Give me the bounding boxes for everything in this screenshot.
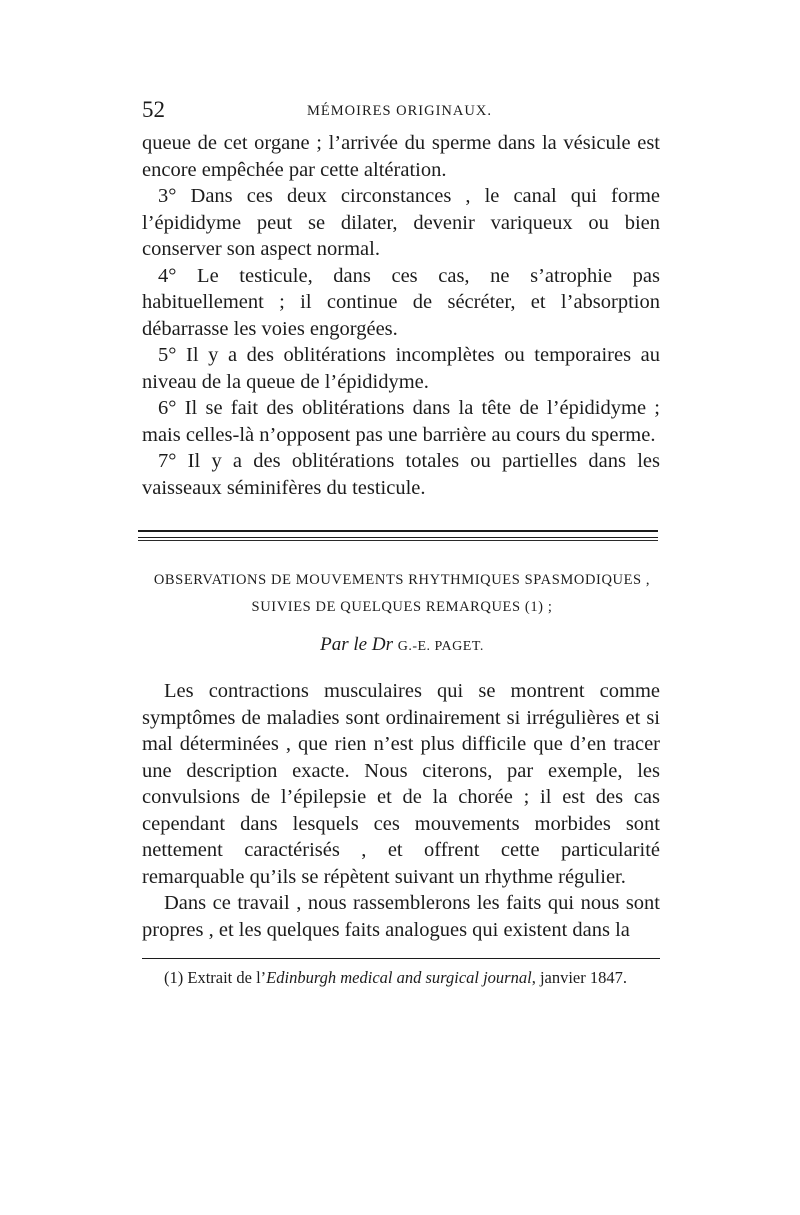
page-number: 52	[142, 97, 165, 122]
section-divider-single	[138, 540, 658, 541]
numbered-item-5: 5° Il y a des oblitérations incomplètes ou temporaires au niveau de la queue de l’épididyme.	[142, 344, 660, 393]
article-byline	[142, 632, 662, 660]
footnote-prefix: (1) Extrait de l’	[164, 968, 267, 987]
section-divider-double	[138, 530, 658, 538]
footnote-rule	[142, 958, 660, 959]
running-head	[142, 97, 658, 123]
continuation-paragraph: queue de cet organe ; l’arrivée du sperme dans la vésicule est encore empêchée par cette altération.	[142, 132, 660, 181]
article-title	[142, 567, 662, 621]
numbered-item-7: 7° Il y a des oblitérations totales ou partielles dans les vaisseaux séminifères du testicule.	[142, 450, 660, 499]
byline-prefix: Par le Dr	[320, 634, 393, 655]
article-title-line-1: OBSERVATIONS DE MOUVEMENTS RHYTHMIQUES SPASMODIQUES ,	[153, 572, 651, 588]
article-paragraph-1: Les contractions musculaires qui se montrent comme symptômes de maladies sont ordinairement si irrégulières et si mal déterminées , que rien n’est plus difficile que d’en tracer une description exacte. Nous citerons, par exemple, les convulsions de l’épilepsie et de la chorée ; il est des cas cependant dans lesquels ces mouvements morbides sont nettement caractérisés , et offrent cette particularité remarquable qu’ils se répètent suivant un rhythme régulier.	[142, 680, 660, 888]
article-paragraph-2: Dans ce travail , nous rassemblerons les faits qui nous sont propres , et les quelques faits analogues qui existent dans la	[142, 892, 660, 941]
numbered-item-3: 3° Dans ces deux circonstances , le canal qui forme l’épididyme peut se dilater, devenir variqueux ou bien conserver son aspect normal.	[142, 185, 660, 260]
footnote-text	[142, 966, 660, 989]
footnote	[142, 966, 660, 989]
footnote-source: Edinburgh medical and surgical journal	[266, 968, 532, 987]
article-title-line-2: SUIVIES DE QUELQUES REMARQUES (1) ;	[251, 599, 553, 615]
footnote-suffix: , janvier 1847.	[531, 968, 627, 987]
top-text-section	[142, 130, 660, 501]
article-body	[142, 678, 660, 943]
byline-author: G.-E. PAGET.	[397, 639, 484, 654]
running-title: MÉMOIRES ORIGINAUX.	[307, 103, 492, 119]
numbered-item-4: 4° Le testicule, dans ces cas, ne s’atrophie pas habituellement ; il continue de sécréter, et l’absorption débarrasse les voies engorgées.	[142, 264, 660, 340]
numbered-item-6: 6° Il se fait des oblitérations dans la tête de l’épididyme ; mais celles-là n’opposent pas une barrière au cours du sperme.	[142, 397, 660, 446]
